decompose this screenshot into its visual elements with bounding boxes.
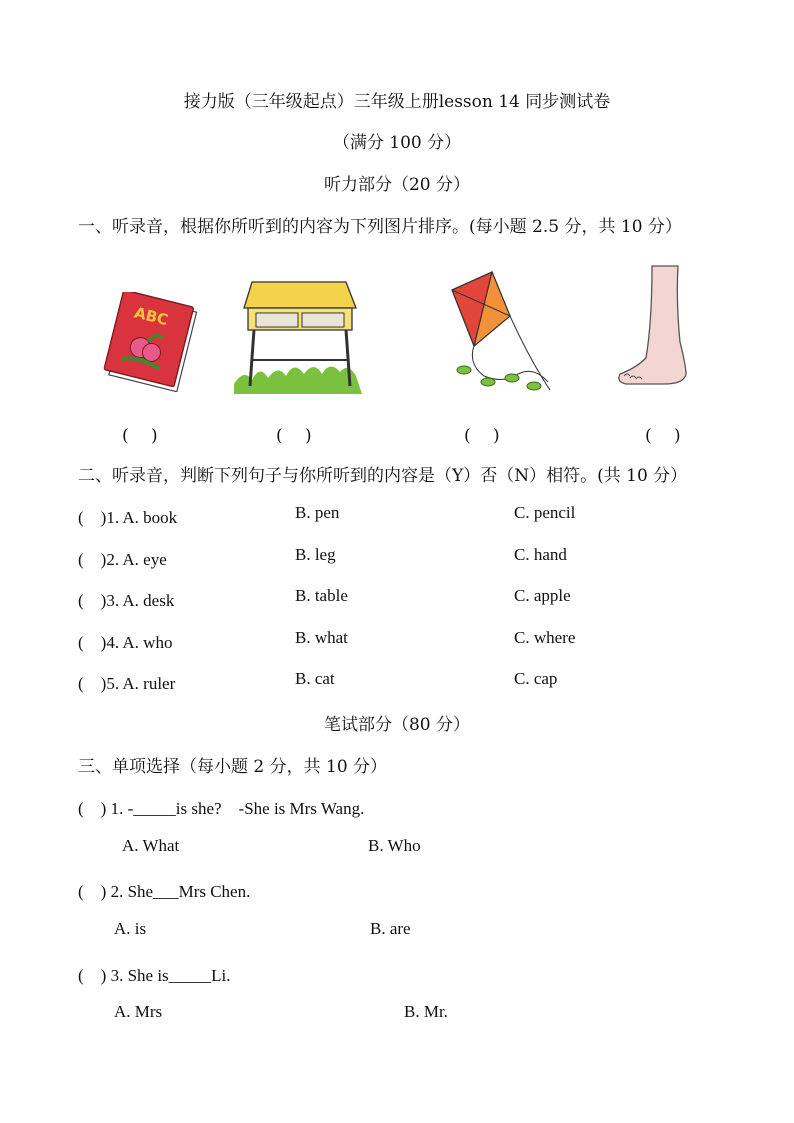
desk-icon [230, 276, 365, 396]
option-c: C. cap [514, 669, 558, 688]
choice-q3-option-a: A. Mrs [114, 1002, 163, 1021]
option-b: B. pen [295, 503, 340, 522]
option-b: B. table [295, 586, 348, 605]
item-stem: ( )5. A. ruler [78, 674, 176, 693]
option-b: B. leg [295, 545, 336, 564]
option-c: C. where [514, 628, 576, 647]
item-stem: ( )3. A. desk [78, 591, 175, 610]
listening-item-4 [78, 628, 778, 650]
choice-q3-option-b: B. Mr. [404, 1002, 448, 1021]
listening-item-2 [78, 545, 778, 567]
option-b: B. cat [295, 669, 335, 688]
writing-section-title: 笔试部分（80 分） [323, 715, 471, 735]
choice-q2-option-b: B. are [370, 919, 411, 938]
item-stem: ( )2. A. eye [78, 550, 167, 569]
listening-item-5 [78, 669, 778, 691]
choice-question-3: ( ) 3. She is_____Li. [78, 966, 231, 985]
option-c: C. hand [514, 545, 567, 564]
abc-book-icon [96, 292, 206, 392]
option-c: C. pencil [514, 503, 576, 522]
full-score: （满分 100 分） [332, 133, 462, 153]
item-stem: ( )1. A. book [78, 508, 178, 527]
page-title: 接力版（三年级起点）三年级上册lesson 14 同步测试卷 [183, 92, 611, 112]
kite-icon [440, 270, 560, 402]
option-b: B. what [295, 628, 348, 647]
choice-q1-option-a: A. What [122, 836, 180, 855]
section3-heading: 三、单项选择（每小题 2 分，共 10 分） [78, 757, 388, 777]
picture3-answer-blank[interactable]: ( ) [464, 426, 500, 446]
picture1-answer-blank[interactable]: ( ) [122, 426, 158, 446]
choice-question-1: ( ) 1. -_____is she? -She is Mrs Wang. [78, 799, 365, 818]
section2-heading: 二、听录音，判断下列句子与你所听到的内容是（Y）否（N）相符。(共 10 分） [78, 466, 688, 486]
picture2-answer-blank[interactable]: ( ) [276, 426, 312, 446]
foot-icon [612, 262, 696, 392]
svg-text:ABC: ABC [132, 303, 170, 330]
listening-section-title: 听力部分（20 分） [323, 175, 471, 195]
section1-heading: 一、听录音，根据你所听到的内容为下列图片排序。(每小题 2.5 分，共 10 分） [78, 217, 682, 237]
item-stem: ( )4. A. who [78, 633, 173, 652]
choice-q1-option-b: B. Who [368, 836, 421, 855]
choice-question-2: ( ) 2. She___Mrs Chen. [78, 882, 251, 901]
picture4-answer-blank[interactable]: ( ) [645, 426, 681, 446]
choice-q2-option-a: A. is [114, 919, 147, 938]
listening-item-3 [78, 586, 778, 608]
listening-item-1 [78, 503, 778, 525]
option-c: C. apple [514, 586, 571, 605]
